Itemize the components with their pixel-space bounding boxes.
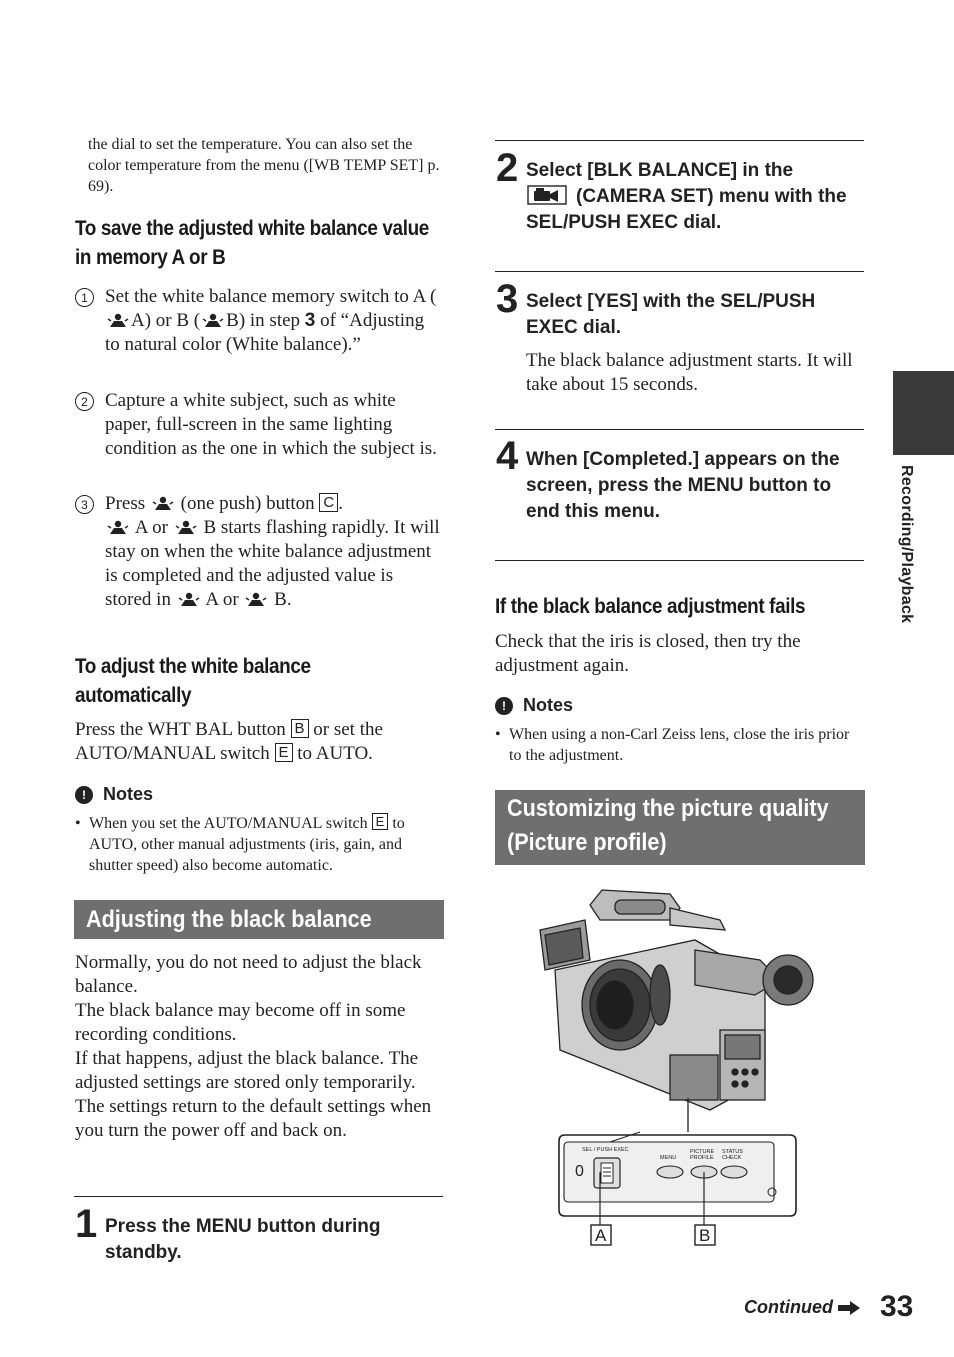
panel-label-status-2: CHECK [722, 1155, 742, 1161]
save-step-1-text: Set the white balance memory switch to A (A) or B ( B) in step 3 of “Adjusting to natural color (White balance).” [105, 286, 437, 355]
panel-label-status-1: STATUS [722, 1149, 743, 1155]
step-4-number: 4 [496, 434, 519, 478]
white-balance-memory-icon [178, 591, 200, 607]
step-number-circle: 1 [75, 288, 94, 307]
picture-profile-section-title-line1: Customizing the picture quality [507, 795, 829, 822]
save-step-3 [75, 492, 443, 612]
save-memory-heading: To save the adjusted white balance value in memory A or B [75, 217, 429, 269]
intro-paragraph: the dial to set the temperature. You can also set the color temperature from the menu ([WB TEMP SET] p. 69). [88, 136, 440, 195]
callout-a: A [595, 1226, 607, 1245]
save-step-2-text: Capture a white subject, such as white paper, full-screen in the same lighting condition as the one in which the subject is. [105, 390, 437, 459]
step-divider [495, 429, 864, 430]
step-2-number: 2 [496, 146, 519, 190]
white-balance-memory-icon [245, 591, 267, 607]
step-divider [74, 1196, 443, 1197]
picture-profile-section-title-line2: (Picture profile) [507, 829, 667, 856]
panel-label-profile-2: PROFILE [690, 1155, 714, 1161]
side-tab-marker [893, 371, 954, 455]
note-item-left: • When you set the AUTO/MANUAL switch E to AUTO, other manual adjustments (iris, gain, and shutter speed) also become automatic. [75, 814, 405, 874]
step-1-text: Press the MENU button during standby. [105, 1216, 381, 1263]
white-balance-memory-icon [107, 519, 129, 535]
step-divider [495, 271, 864, 272]
save-step-3-text: Press (one push) button C . A or B starts flashing rapidly. It will stay on when the white balance adjustment is completed and the adjusted value is stored in A or B. [105, 493, 440, 610]
save-step-2 [75, 389, 443, 461]
continued-indicator: Continued [744, 1297, 861, 1318]
switch-e-label: E [372, 813, 389, 830]
callout-b: B [699, 1226, 711, 1245]
svg-text:0: 0 [575, 1163, 584, 1180]
white-balance-memory-icon [175, 519, 197, 535]
white-balance-memory-icon [202, 312, 224, 328]
panel-label-profile-1: PICTURE [690, 1149, 715, 1155]
black-balance-section-bar [74, 900, 444, 939]
note-item-right: • When using a non-Carl Zeiss lens, close the iris prior to the adjustment. [495, 726, 850, 764]
camera-set-icon [526, 184, 568, 206]
black-balance-fails-heading: If the black balance adjustment fails [495, 595, 806, 618]
step-1-number: 1 [75, 1202, 98, 1246]
save-step-1 [75, 285, 443, 357]
picture-profile-section-bar [495, 790, 865, 865]
panel-label-dial: SEL / PUSH EXEC [582, 1147, 629, 1153]
black-balance-paragraph: Normally, you do not need to adjust the black balance. The black balance may become off in some recording conditions. If that happens, adjust the black balance. The adjusted settings are stored only temporarily. The settings return to the default settings when you turn the power off and back on. [75, 952, 432, 1141]
note-icon: ! [75, 786, 93, 804]
arrow-right-icon [837, 1300, 861, 1316]
step-number-circle: 2 [75, 392, 94, 411]
step-4-text: When [Completed.] appears on the screen, press the MENU button to end this menu. [526, 449, 840, 522]
panel-label-menu: MENU [660, 1155, 677, 1161]
white-balance-memory-icon [107, 312, 129, 328]
one-push-icon [152, 495, 174, 511]
button-c-label: C [319, 493, 338, 512]
step-divider [495, 560, 864, 561]
side-tab-label: Recording/Playback [898, 465, 915, 624]
note-icon: ! [495, 697, 513, 715]
black-balance-section-title: Adjusting the black balance [86, 906, 372, 933]
auto-white-balance-text: Press the WHT BAL button B or set the AUTO/MANUAL switch E to AUTO. [75, 719, 383, 764]
notes-heading-left: ! Notes [75, 784, 153, 805]
button-b-label: B [291, 719, 309, 738]
step-divider [495, 140, 864, 141]
camcorder-illustration [520, 880, 820, 1250]
auto-white-balance-heading: To adjust the white balance automatically [75, 655, 311, 707]
black-balance-fails-text: Check that the iris is closed, then try the adjustment again. [495, 631, 801, 676]
step-3-detail: The black balance adjustment starts. It will take about 15 seconds. [526, 350, 853, 395]
step-2-text: Select [BLK BALANCE] in the (CAMERA SET) menu with the SEL/PUSH EXEC dial. [526, 160, 847, 233]
step-3-text: Select [YES] with the SEL/PUSH EXEC dial. [526, 291, 816, 338]
step-3-number: 3 [496, 277, 519, 321]
step-number-circle: 3 [75, 495, 94, 514]
notes-heading-right: ! Notes [495, 695, 573, 716]
page-number: 33 [880, 1290, 914, 1323]
switch-e-label: E [275, 743, 293, 762]
